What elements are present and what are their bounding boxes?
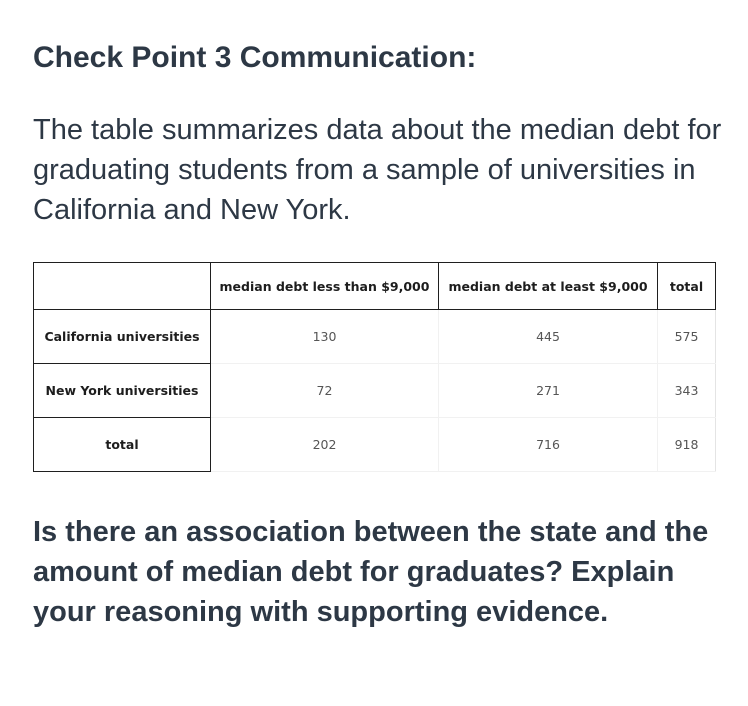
page-title: Check Point 3 Communication: (33, 41, 477, 74)
table-row (34, 418, 716, 472)
table-header-row (34, 263, 716, 310)
cell-california-less: 130 (211, 310, 439, 364)
row-label-new-york: New York universities (34, 364, 211, 418)
cell-new-york-total: 343 (658, 364, 716, 418)
question-paragraph: Is there an association between the state and the amount of median debt for graduates? Explain your reasoning with supporting evidence. (33, 516, 709, 628)
table-row (34, 310, 716, 364)
two-way-table (33, 262, 716, 472)
row-label-total: total (34, 418, 211, 472)
header-corner-cell (34, 263, 211, 310)
header-at-least-9000: median debt at least $9,000 (439, 263, 658, 310)
header-total: total (658, 263, 716, 310)
header-less-than-9000: median debt less than $9,000 (211, 263, 439, 310)
cell-new-york-atleast: 271 (439, 364, 658, 418)
cell-total-less: 202 (211, 418, 439, 472)
cell-grand-total: 918 (658, 418, 716, 472)
debt-table-container (33, 262, 716, 472)
cell-california-atleast: 445 (439, 310, 658, 364)
table-row (34, 364, 716, 418)
cell-new-york-less: 72 (211, 364, 439, 418)
cell-california-total: 575 (658, 310, 716, 364)
row-label-california: California universities (34, 310, 211, 364)
intro-paragraph: The table summarizes data about the median debt for graduating students from a sample of universities in California and New York. (33, 114, 722, 226)
cell-total-atleast: 716 (439, 418, 658, 472)
